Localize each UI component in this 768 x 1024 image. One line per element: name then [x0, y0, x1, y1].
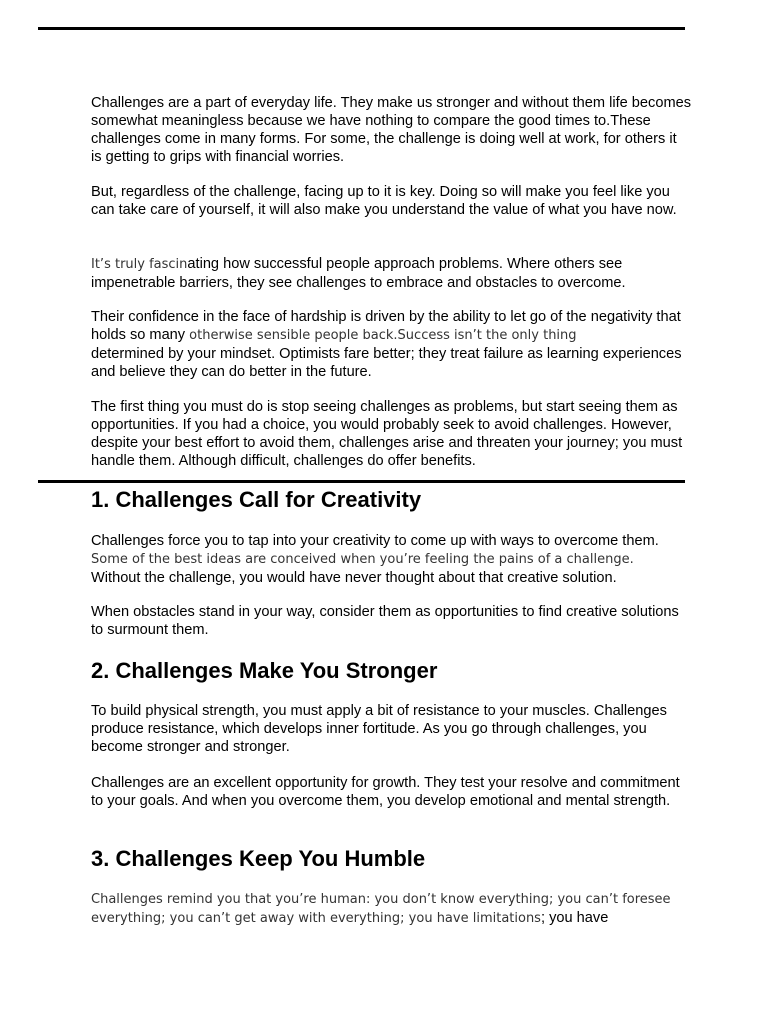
light-text-run: It’s truly fascin: [91, 257, 188, 272]
text-run: Without the challenge, you would have never thought about that creative solution.: [91, 570, 617, 586]
intro-paragraph-3: [91, 255, 691, 292]
intro-paragraph-5: [91, 398, 691, 470]
light-text-run: Challenges remind you that you’re human: you don’t know everything; you can’t foresee everything; you can’t get away with everything; you have limitations: [91, 892, 671, 926]
section-2-paragraph-2: [91, 774, 691, 810]
paragraph-text: But, regardless of the challenge, facing up to it is key. Doing so will make you feel like you can take care of yourself, it will also make you understand the value of what you have now.: [91, 184, 677, 218]
section-2-heading: 2. Challenges Make You Stronger: [91, 658, 438, 683]
paragraph-text: Challenges are a part of everyday life. They make us stronger and without them life becomes somewhat meaningless because we have nothing to compare the good times to.These challenges come in many forms. For some, the challenge is doing well at work, for others it is getting to grips with financial worries.: [91, 95, 692, 165]
paragraph-text: Challenges are an excellent opportunity for growth. They test your resolve and commitment to your goals. And when you overcome them, you develop emotional and mental strength.: [91, 775, 680, 809]
text-run: determined by your mindset. Optimists fare better; they treat failure as learning experiences and believe they can do better in the future.: [91, 346, 682, 380]
intro-paragraph-2: [91, 183, 691, 219]
paragraph-text: [91, 890, 691, 928]
section-2-paragraph-1: [91, 702, 691, 756]
section-divider: [38, 480, 685, 483]
paragraph-text: When obstacles stand in your way, consider them as opportunities to find creative solutions to surmount them.: [91, 604, 679, 638]
text-run: Challenges force you to tap into your creativity to come up with ways to overcome them.: [91, 533, 659, 549]
section-2-heading-wrap: [91, 658, 691, 684]
text-run: ating how successful people approach problems. Where others see impenetrable barriers, they see challenges to embrace and obstacles to overcome.: [91, 256, 626, 291]
paragraph-text: [91, 308, 691, 381]
section-1-paragraph-2: [91, 603, 691, 639]
intro-paragraph-1: [91, 94, 691, 166]
section-3-heading-wrap: [91, 846, 691, 872]
text-run: ; you have: [540, 910, 609, 926]
text-run: Their confidence in the face of hardship is driven by the ability to let go of the negativity that holds so many: [91, 309, 681, 343]
light-text-run: Some of the best ideas are conceived when you’re feeling the pains of a challenge.: [91, 552, 634, 567]
paragraph-text: [91, 255, 691, 292]
top-divider: [38, 27, 685, 30]
paragraph-text: The first thing you must do is stop seeing challenges as problems, but start seeing them as opportunities. If you had a choice, you would probably seek to avoid challenges. However, despite your best effort to avoid them, challenges arise and threaten your journey; you must handle them. Although difficult, challenges do offer benefits.: [91, 399, 683, 469]
section-3-heading: 3. Challenges Keep You Humble: [91, 846, 426, 871]
paragraph-text: To build physical strength, you must apply a bit of resistance to your muscles. Challenges produce resistance, which develops inner fortitude. As you go through challenges, you become stronger and stronger.: [91, 703, 667, 755]
section-1-heading-wrap: [91, 487, 691, 513]
section-3-paragraph-1: [91, 890, 691, 928]
paragraph-text: [91, 532, 691, 587]
section-1-paragraph-1: [91, 532, 691, 587]
section-1-heading: 1. Challenges Call for Creativity: [91, 487, 422, 512]
intro-paragraph-4: [91, 308, 691, 381]
light-text-run: otherwise sensible people back.Success isn’t the only thing: [189, 328, 577, 343]
